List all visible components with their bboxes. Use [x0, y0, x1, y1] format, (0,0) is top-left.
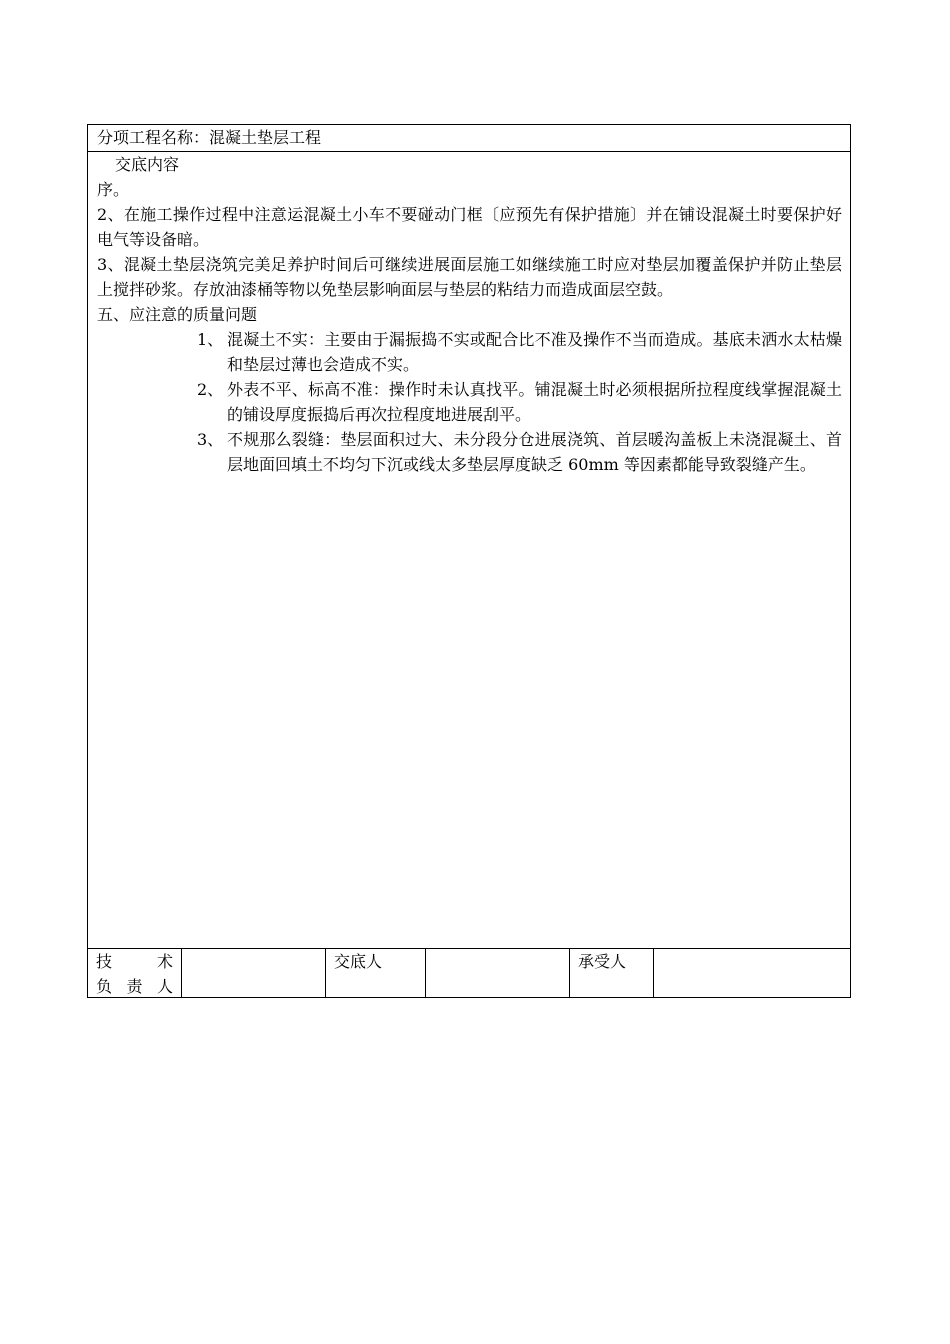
paragraph-curing: 3、混凝土垫层浇筑完美足养护时间后可继续进展面层施工如继续施工时应对垫层加覆盖保护并防止垫层上搅拌砂浆。存放油漆桶等物以免垫层影响面层与垫层的粘结力而造成面层空鼓。	[97, 255, 842, 299]
section-label: 交底内容	[115, 155, 180, 174]
signature-row	[88, 948, 850, 998]
list-item-number: 2、	[197, 380, 224, 399]
disclosure-content	[88, 152, 850, 948]
tech-lead-label-line1: 技 术	[96, 952, 173, 971]
receiver-signature-field[interactable]	[654, 949, 850, 998]
tech-lead-signature-field[interactable]	[182, 949, 326, 998]
quality-issue-list	[97, 327, 842, 477]
list-item	[97, 377, 842, 427]
receiver-label: 承受人	[570, 949, 654, 998]
disclosure-form	[87, 124, 851, 998]
quality-heading: 五、应注意的质量问题	[97, 305, 258, 324]
list-item	[97, 427, 842, 477]
paragraph-continuation: 序。	[97, 180, 130, 199]
list-item-text: 不规那么裂缝：垫层面积过大、未分段分仓进展浇筑、首层暖沟盖板上未浇混凝土、首层地面回填土不均匀下沉或线太多垫层厚度缺乏 60mm 等因素都能导致裂缝产生。	[227, 430, 842, 474]
list-item-number: 1、	[197, 330, 224, 349]
list-item	[97, 327, 842, 377]
list-item-number: 3、	[197, 430, 224, 449]
project-title: 分项工程名称：混凝土垫层工程	[88, 125, 850, 152]
list-item-text: 混凝土不实：主要由于漏振捣不实或配合比不准及操作不当而造成。基底未洒水太枯燥和垫层过薄也会造成不实。	[227, 330, 842, 374]
discloser-label: 交底人	[326, 949, 426, 998]
discloser-signature-field[interactable]	[426, 949, 570, 998]
tech-lead-label-cell	[88, 949, 182, 998]
paragraph-protection: 2、在施工操作过程中注意运混凝土小车不要碰动门框〔应预先有保护措施〕并在铺设混凝土时要保护好电气等设备暗。	[97, 205, 842, 249]
list-item-text: 外表不平、标高不准：操作时未认真找平。铺混凝土时必须根据所拉程度线掌握混凝土的铺设厚度振捣后再次拉程度地进展刮平。	[227, 380, 842, 424]
tech-lead-label-line2: 负 责 人	[96, 977, 173, 996]
